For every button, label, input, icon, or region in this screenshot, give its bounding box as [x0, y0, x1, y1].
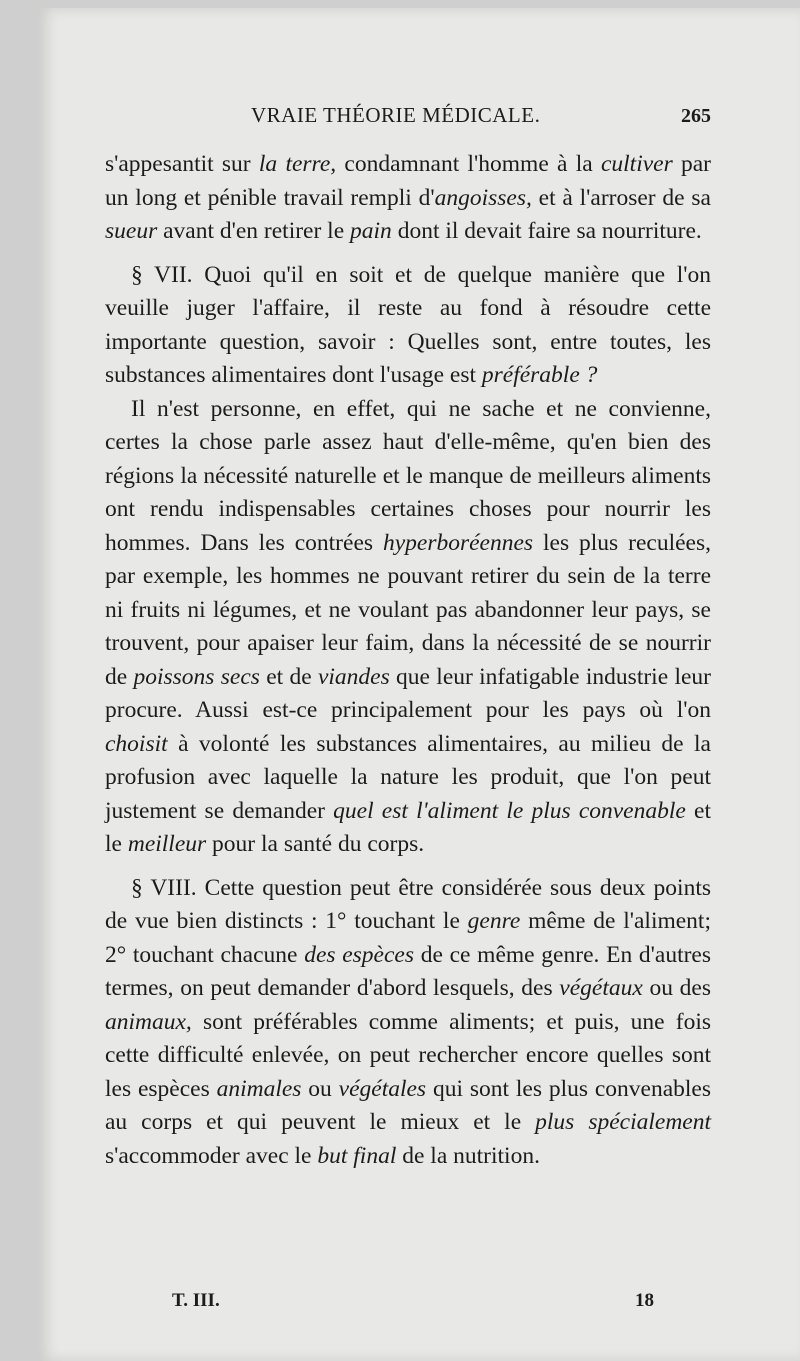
- italic-run: quel est l'aliment le plus convenable: [333, 797, 686, 824]
- page-footer: [172, 1290, 654, 1318]
- body-text: [105, 148, 711, 1173]
- text-run: et le: [105, 797, 711, 857]
- text-run: de la nutrition.: [396, 1142, 540, 1169]
- text-run: par un long et pénible travail rempli d': [105, 151, 712, 211]
- italic-run: préférable ?: [481, 362, 598, 388]
- text-run: dont il devait faire sa nourriture.: [391, 218, 702, 244]
- italic-run: sueur: [105, 218, 158, 244]
- text-run: pour la santé du corps.: [206, 831, 425, 857]
- italic-run: végétales: [338, 1075, 427, 1102]
- italic-run: pain: [350, 218, 392, 244]
- text-run: de ce même genre. En d'autres termes, on peut demander d'abord lesquels, des: [105, 941, 711, 1001]
- paragraph: [105, 148, 711, 249]
- text-run: les plus reculées, par exemple, les hommes ne pouvant retirer du sein de la terre ni fruits ni légumes, et ne voulant pas abandonner leur pays, se trouvent, pour apaiser leur faim, dans la nécessité de se nourrir de: [105, 529, 711, 690]
- text-run: et de: [259, 663, 318, 690]
- text-run: et à l'arroser de sa: [531, 184, 711, 211]
- italic-run: hyperboréennes: [382, 529, 534, 556]
- text-run: ou des: [642, 975, 711, 1001]
- sheet-number: 18: [635, 1290, 654, 1311]
- text-run: sont préférables comme aliments; et puis, une fois cette difficulté enlevée, on peut rechercher encore quelles sont les espèces: [105, 1008, 711, 1102]
- text-run: à volonté les substances alimentaires, au milieu de la profusion avec laquelle la nature les produit, que l'on peut justement se demander: [105, 730, 711, 824]
- italic-run: plus spécialement: [535, 1109, 711, 1135]
- italic-run: cultiver: [600, 151, 673, 177]
- italic-run: animales: [216, 1075, 302, 1102]
- italic-run: des espèces: [304, 941, 414, 968]
- text-run: que leur infatigable industrie leur procure. Aussi est-ce principalement pour les pays où l'on: [105, 663, 711, 723]
- text-run: s'accommoder avec le: [105, 1142, 318, 1169]
- paragraph: [105, 393, 711, 862]
- page-number: 265: [681, 105, 711, 127]
- paragraph: [105, 872, 711, 1174]
- text-run: même de l'aliment; 2° touchant chacune: [105, 908, 711, 968]
- italic-run: la terre,: [258, 151, 337, 177]
- paragraph: [105, 259, 711, 393]
- text-run: avant d'en retirer le: [157, 218, 351, 244]
- italic-run: animaux,: [105, 1008, 192, 1035]
- text-run: s'appesantit sur: [105, 151, 259, 177]
- italic-run: meilleur: [127, 831, 207, 857]
- signature-mark: T. III.: [172, 1290, 220, 1311]
- running-title: VRAIE THÉORIE MÉDICALE.: [251, 103, 541, 127]
- italic-run: poissons secs: [133, 663, 260, 690]
- text-run: § VIII. Cette question peut être considérée sous deux points de vue bien distincts : 1° touchant le: [105, 874, 711, 934]
- text-run: condamnant l'homme à la: [336, 151, 601, 177]
- text-run: § VII. Quoi qu'il en soit et de quelque manière que l'on veuille juger l'affaire, il reste au fond à résoudre cette importante question, savoir : Quelles sont, entre toutes, les substances alimentaires dont l'usage est: [105, 261, 711, 388]
- italic-run: choisit: [105, 730, 168, 757]
- italic-run: genre: [467, 908, 521, 934]
- italic-run: végétaux: [559, 975, 643, 1001]
- text-run: ou: [301, 1075, 339, 1102]
- italic-run: but final: [317, 1142, 397, 1169]
- italic-run: viandes: [317, 663, 390, 690]
- running-header: [105, 103, 711, 137]
- italic-run: angoisses,: [434, 184, 532, 211]
- text-run: qui sont les plus convenables au corps et qui peuvent le mieux et le: [105, 1075, 711, 1135]
- text-run: Il n'est personne, en effet, qui ne sache et ne convienne, certes la chose parle assez haut d'elle-même, qu'en bien des régions la nécessité naturelle et le manque de meilleurs aliments ont rendu indispensables certaines choses pour nourrir les hommes. Dans les contrées: [105, 395, 711, 556]
